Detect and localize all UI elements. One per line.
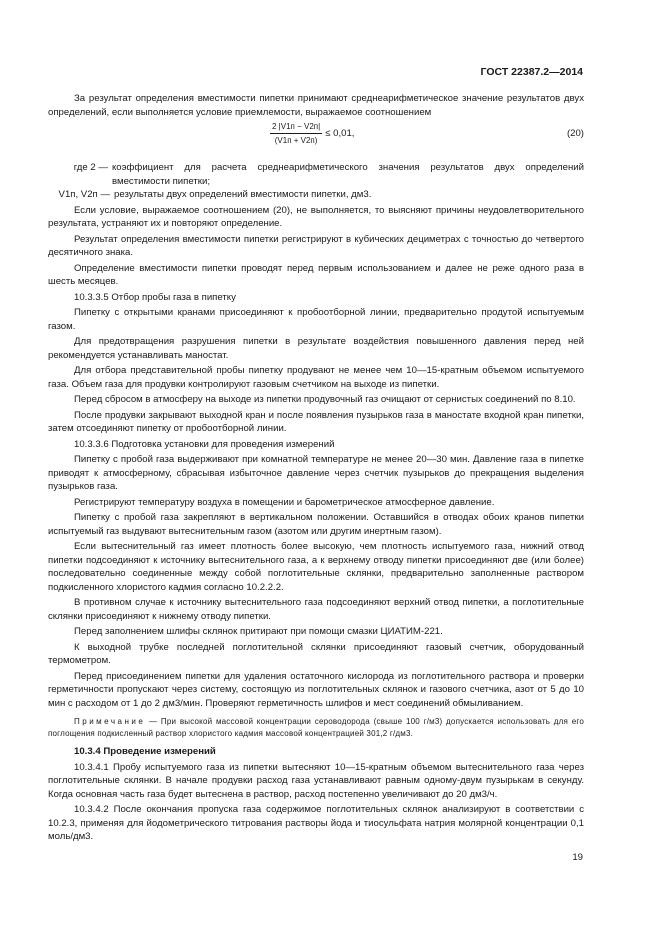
equation-number: (20) — [566, 128, 584, 139]
section-heading: 10.3.4 Проведение измерений — [74, 746, 216, 757]
paragraph: К выходной трубке последней поглотительной склянки присоединяют газовый счетчик, оборудованный термометром. — [48, 641, 584, 666]
paragraph: Определение вместимости пипетки проводят перед первым использованием и далее не реже одного раза в шесть месяцев. — [48, 262, 584, 287]
subsection-heading: 10.3.3.6 Подготовка установки для проведения измерений — [74, 438, 335, 450]
paragraph: Пипетку с пробой газа закрепляют в вертикальном положении. Оставшийся в отводах обоих кранов пипетки испытуемый газ выдувают вытеснительным газом (азотом или другим инертным газом). — [48, 512, 584, 537]
paragraph: После продувки закрывают выходной кран и после появления пузырьков газа в маностате входной кран пипетки, затем отсоединяют пипетку от пробоотборной линии. — [48, 409, 584, 434]
paragraph: Регистрируют температуру воздуха в помещении и барометрическое атмосферное давление. — [74, 496, 495, 508]
paragraph: 10.3.4.1 Пробу испытуемого газа из пипетки вытесняют 10—15-кратным объемом вытеснительного газа через поглотительные склянки. В начале продувки расход газа устанавливают равным одному-двум пузырькам в секунду. Когда основная часть газа будет вытеснена в раствор, расход постепенно увеличивают до 20 дм3/ч. — [48, 761, 584, 800]
paragraph: Для отбора представительной пробы пипетку продувают не менее чем 10—15-кратным объемом испытуемого газа. Объем газа для продувки контролируют газовым счетчиком на выходе из пипетки. — [48, 365, 584, 390]
formula-rhs: ≤ 0,01, — [325, 127, 355, 139]
definition-row — [48, 161, 584, 188]
paragraph: За результат определения вместимости пипетки принимают среднеарифметическое значение результатов двух определений, если выполняется условие приемлемости, выражаемое соотношением — [48, 93, 584, 118]
formula-definitions — [48, 161, 584, 202]
definition-text: коэффициент для расчета среднеарифметического значения результатов двух определений вместимости пипетки; — [112, 162, 584, 187]
paragraph: Перед заполнением шлифы склянок притирают при помощи смазки ЦИАТИМ-221. — [74, 626, 443, 637]
note — [48, 716, 584, 739]
paragraph: Пипетку с открытыми кранами присоединяют к пробоотборной линии, предварительно продутой испытуемым газом. — [48, 307, 584, 332]
fraction-numerator: 2 |V1п − V2п| — [270, 121, 322, 134]
paragraph: Перед сбросом в атмосферу на выходе из пипетки продувочный газ очищают от сернистых соединений по 8.10. — [74, 394, 576, 405]
fraction-denominator: (V1п + V2п) — [274, 136, 318, 145]
paragraph: Если условие, выражаемое соотношением (20), не выполняется, то выясняют причины неудовлетворительного результата, устраняют их и повторяют определение. — [48, 204, 584, 229]
definition-text: результаты двух определений вместимости пипетки, дм3. — [114, 189, 372, 200]
subsection-heading: 10.3.3.5 Отбор пробы газа в пипетку — [74, 291, 236, 303]
note-label: Примечание — [74, 717, 146, 726]
page-number: 19 — [572, 852, 583, 863]
definition-symbol: V1п, V2п — — [58, 189, 110, 200]
paragraph: Если вытеснительный газ имеет плотность более высокую, чем плотность испытуемого газа, нижний отвод пипетки подсоединяют к источнику вытеснительного газа, а к верхнему отводу пипетки присоединяют две (или более) последовательно соединенные между собой поглотительные склянки, предварительно заполненные раствором подкисленного хлористого кадмия согласно 10.2.2.2. — [48, 541, 584, 593]
definition-symbol: где 2 — — [73, 162, 108, 173]
paragraph: В противном случае к источнику вытеснительного газа подсоединяют верхний отвод пипетки, а поглотительные склянки присоединяют к нижнему отводу пипетки. — [48, 597, 584, 622]
formula-20 — [48, 121, 584, 155]
definition-row — [48, 188, 584, 202]
paragraph: Для предотвращения разрушения пипетки в результате воздействия повышенного давления перед ней рекомендуется устанавливать маностат. — [48, 336, 584, 361]
document-code-header: ГОСТ 22387.2—2014 — [480, 66, 583, 78]
fraction — [270, 121, 322, 146]
document-body — [48, 92, 584, 846]
paragraph: Перед присоединением пипетки для удаления остаточного кислорода из поглотительного раствора и проверки герметичности пропускают через систему, состоящую из поглотительных склянок и газового счетчика, азот от 5 до 10 мин с расходом от 1 до 2 дм3/мин. Проверяют герметичность шлифов и мест соединений обмыливанием. — [48, 670, 584, 709]
paragraph: Результат определения вместимости пипетки регистрируют в кубических дециметрах с точностью до четвертого десятичного знака. — [48, 233, 584, 258]
note-text: — При высокой массовой концентрации сероводорода (свыше 100 г/м3) допускается использовать для его поглощения подкисленный раствор хлористого кадмия массовой концентрацией 301,2 г/дм3. — [48, 717, 584, 738]
paragraph: Пипетку с пробой газа выдерживают при комнатной температуре не менее 20—30 мин. Давление газа в пипетке приводят к атмосферному, сбрасывая избыточное давление через счетчик пузырьков до прекращения выделения пузырьков газа. — [48, 454, 584, 492]
paragraph: 10.3.4.2 После окончания пропуска газа содержимое поглотительных склянок анализируют в соответствии с 10.2.3, применяя для йодометрического титрования растворы йода и тиосульфата натрия молярной концентрации 0,1 моль/дм3. — [48, 804, 584, 842]
